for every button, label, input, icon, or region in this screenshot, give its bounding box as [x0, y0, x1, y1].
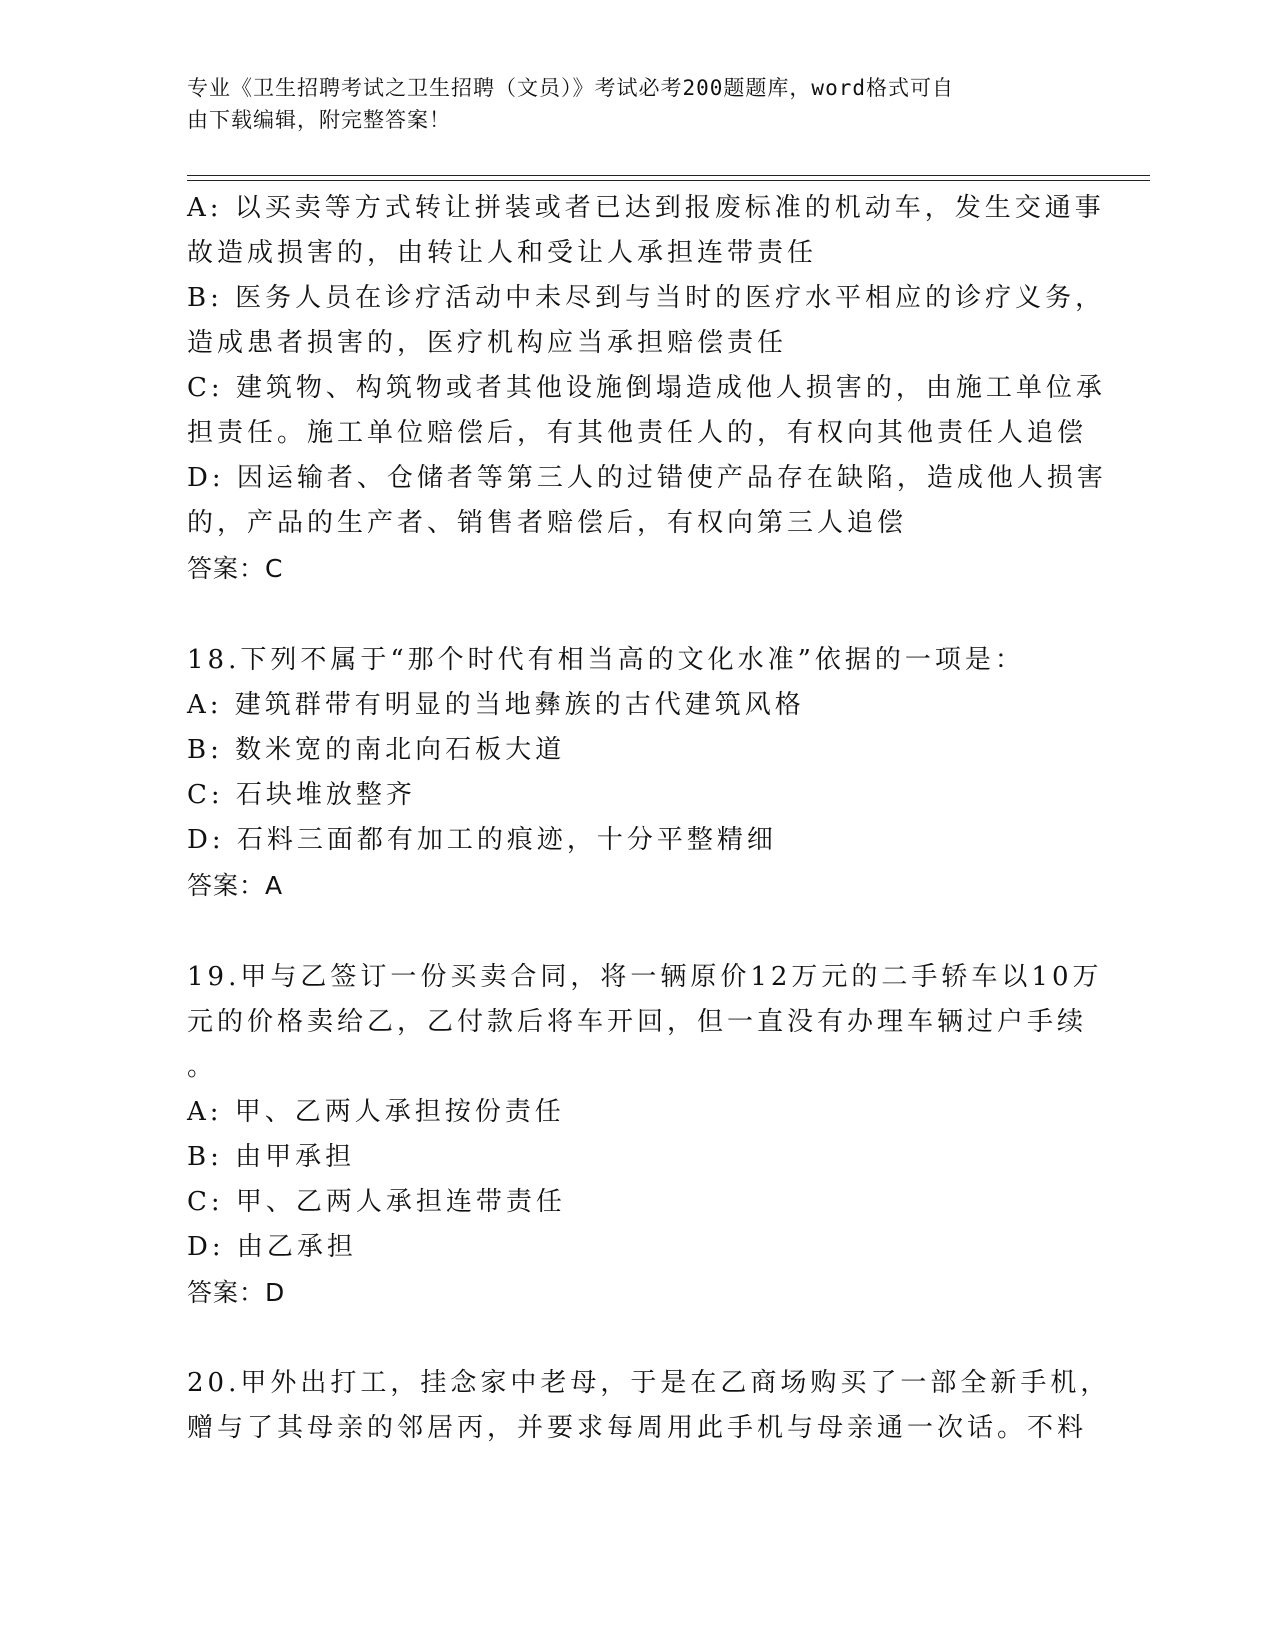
question-17-options — [187, 186, 1107, 546]
header-divider-bottom — [187, 180, 1150, 181]
option-line: D: 因运输者、仓储者等第三人的过错使产品存在缺陷，造成他人损害 — [187, 463, 1107, 493]
option-line: A: 以买卖等方式转让拼装或者已达到报废标准的机动车，发生交通事 — [187, 193, 1105, 223]
header-title-line-1: 专业《卫生招聘考试之卫生招聘（文员）》考试必考200题题库，word格式可自 — [187, 76, 954, 100]
option-a: A: 甲、乙两人承担按份责任 — [187, 1097, 565, 1127]
question-17-answer: 答案：C — [187, 554, 284, 583]
document-body — [187, 186, 1111, 1451]
question-19-stem-line: 。 — [187, 1052, 218, 1082]
question-19-stem-line: 元的价格卖给乙，乙付款后将车开回，但一直没有办理车辆过户手续 — [187, 1007, 1088, 1037]
page-header — [187, 72, 1067, 136]
option-b: B: 由甲承担 — [187, 1142, 356, 1172]
option-c: C: 石块堆放整齐 — [187, 780, 416, 810]
question-19-stem-line: 19.甲与乙签订一份买卖合同，将一辆原价12万元的二手轿车以10万 — [187, 962, 1103, 992]
option-c: C: 甲、乙两人承担连带责任 — [187, 1187, 566, 1217]
question-18-answer: 答案：A — [187, 871, 284, 900]
question-19-answer: 答案：D — [187, 1278, 286, 1307]
option-line: B: 医务人员在诊疗活动中未尽到与当时的医疗水平相应的诊疗义务， — [187, 283, 1106, 313]
option-line: C: 建筑物、构筑物或者其他设施倒塌造成他人损害的，由施工单位承 — [187, 373, 1106, 403]
option-d: D: 石料三面都有加工的痕迹，十分平整精细 — [187, 825, 777, 855]
option-line: 担责任。施工单位赔偿后，有其他责任人的，有权向其他责任人追偿 — [187, 418, 1088, 448]
question-19 — [187, 955, 1103, 1315]
header-title-line-2: 由下载编辑，附完整答案！ — [187, 108, 451, 132]
option-line: 故造成损害的，由转让人和受让人承担连带责任 — [187, 238, 818, 268]
option-b: B: 数米宽的南北向石板大道 — [187, 735, 566, 765]
question-20-stem-line: 20.甲外出打工，挂念家中老母，于是在乙商场购买了一部全新手机， — [187, 1368, 1111, 1398]
question-20 — [187, 1361, 1111, 1451]
option-line: 的，产品的生产者、销售者赔偿后，有权向第三人追偿 — [187, 508, 908, 538]
question-20-stem-line: 赠与了其母亲的邻居丙，并要求每周用此手机与母亲通一次话。不料 — [187, 1413, 1088, 1443]
question-18 — [187, 638, 1067, 908]
header-divider-top — [187, 175, 1150, 176]
option-line: 造成患者损害的，医疗机构应当承担赔偿责任 — [187, 328, 788, 358]
option-a: A: 建筑群带有明显的当地彝族的古代建筑风格 — [187, 690, 805, 720]
question-18-stem: 18.下列不属于“那个时代有相当高的文化水准”依据的一项是： — [187, 645, 1025, 675]
option-d: D: 由乙承担 — [187, 1232, 357, 1262]
